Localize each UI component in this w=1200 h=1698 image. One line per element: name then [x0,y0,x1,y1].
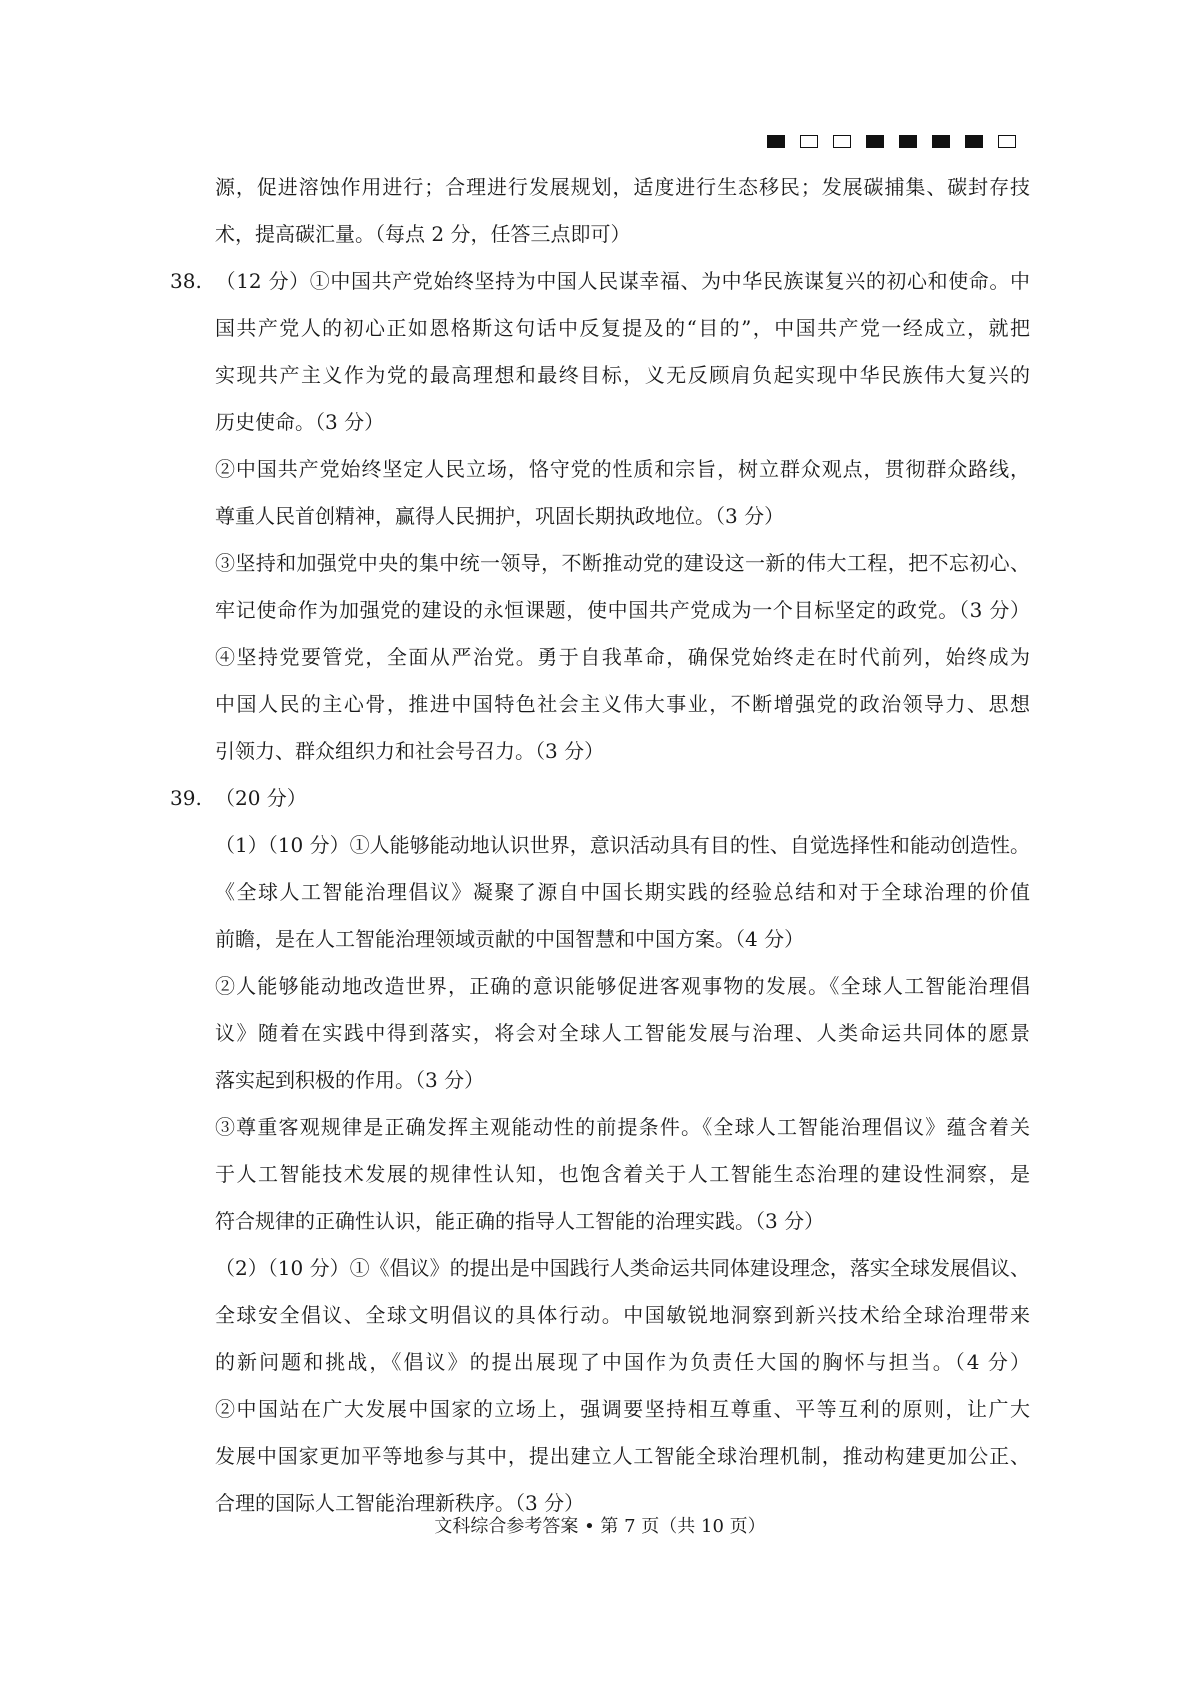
q39-line: 发展中国家更加平等地参与其中，提出建立人工智能全球治理机制，推动构建更加公正、 [215,1444,1030,1468]
header-mark-empty [998,135,1016,148]
q38-line: ③坚持和加强党中央的集中统一领导，不断推动党的建设这一新的伟大工程，把不忘初心、 [215,551,1030,575]
q39-line: （1）（10 分）①人能够能动地认识世界，意识活动具有目的性、自觉选择性和能动创造性。 [215,833,1030,857]
q38-line: 实现共产主义作为党的最高理想和最终目标，义无反顾肩负起实现中华民族伟大复兴的 [215,363,1030,387]
header-mark-empty [800,135,818,148]
q39-heading [170,775,1030,822]
answer-content [170,164,1030,1527]
q39-line: 于人工智能技术发展的规律性认知，也饱含着关于人工智能生态治理的建设性洞察，是 [215,1162,1030,1186]
header-mark-filled [965,135,983,148]
q39-line: ③尊重客观规律是正确发挥主观能动性的前提条件。《全球人工智能治理倡议》蕴含着关 [215,1115,1030,1139]
q39-line: 落实起到积极的作用。（3 分） [215,1068,485,1092]
q38-line: （12 分）①中国共产党始终坚持为中国人民谋幸福、为中华民族谋复兴的初心和使命。中 [215,269,1030,293]
header-mark-filled [866,135,884,148]
q38-line: ④坚持党要管党，全面从严治党。勇于自我革命，确保党始终走在时代前列，始终成为 [215,645,1030,669]
q38-line: 引领力、群众组织力和社会号召力。（3 分） [215,739,605,763]
q39-line: 合理的国际人工智能治理新秩序。（3 分） [215,1491,585,1515]
q38-number: 38. [170,269,202,293]
q39-line: 前瞻，是在人工智能治理领域贡献的中国智慧和中国方案。（4 分） [215,927,805,951]
header-mark-filled [767,135,785,148]
q38-line: 历史使命。（3 分） [215,410,385,434]
q39-score: （20 分） [215,786,307,810]
q38-line: 国共产党人的初心正如恩格斯这句话中反复提及的“目的”，中国共产党一经成立，就把 [215,316,1030,340]
q39-line: 的新问题和挑战，《倡议》的提出展现了中国作为负责任大国的胸怀与担当。（4 分） [215,1350,1030,1374]
q39-line: 符合规律的正确性认识，能正确的指导人工智能的治理实践。（3 分） [215,1209,825,1233]
q39-line: （2）（10 分）①《倡议》的提出是中国践行人类命运共同体建设理念，落实全球发展倡议、 [215,1256,1030,1280]
header-mark-filled [932,135,950,148]
q39-line: ②中国站在广大发展中国家的立场上，强调要坚持相互尊重、平等互利的原则，让广大 [215,1397,1030,1421]
continuation-line: 术，提高碳汇量。（每点 2 分，任答三点即可） [215,222,631,246]
q39-line: 《全球人工智能治理倡议》凝聚了源自中国长期实践的经验总结和对于全球治理的价值 [215,880,1030,904]
q39-line: 全球安全倡议、全球文明倡议的具体行动。中国敏锐地洞察到新兴技术给全球治理带来 [215,1303,1030,1327]
q38-line: 尊重人民首创精神，赢得人民拥护，巩固长期执政地位。（3 分） [215,504,785,528]
q38-first-line [170,258,1030,305]
header-mark-filled [899,135,917,148]
page-footer: 文科综合参考答案 • 第 7 页（共 10 页） [434,1516,766,1537]
q39-line: ②人能够能动地改造世界，正确的意识能够促进客观事物的发展。《全球人工智能治理倡 [215,974,1030,998]
header-mark-empty [833,135,851,148]
q39-line: 议》随着在实践中得到落实，将会对全球人工智能发展与治理、人类命运共同体的愿景 [215,1021,1030,1045]
continuation-line: 源，促进溶蚀作用进行；合理进行发展规划，适度进行生态移民；发展碳捕集、碳封存技 [215,175,1030,199]
header-marks [767,135,1016,148]
q38-line: 中国人民的主心骨，推进中国特色社会主义伟大事业，不断增强党的政治领导力、思想 [215,692,1030,716]
q38-line: 牢记使命作为加强党的建设的永恒课题，使中国共产党成为一个目标坚定的政党。（3 分） [215,598,1030,622]
q39-number: 39. [170,786,202,810]
q38-line: ②中国共产党始终坚定人民立场，恪守党的性质和宗旨，树立群众观点，贯彻群众路线， [215,457,1030,481]
